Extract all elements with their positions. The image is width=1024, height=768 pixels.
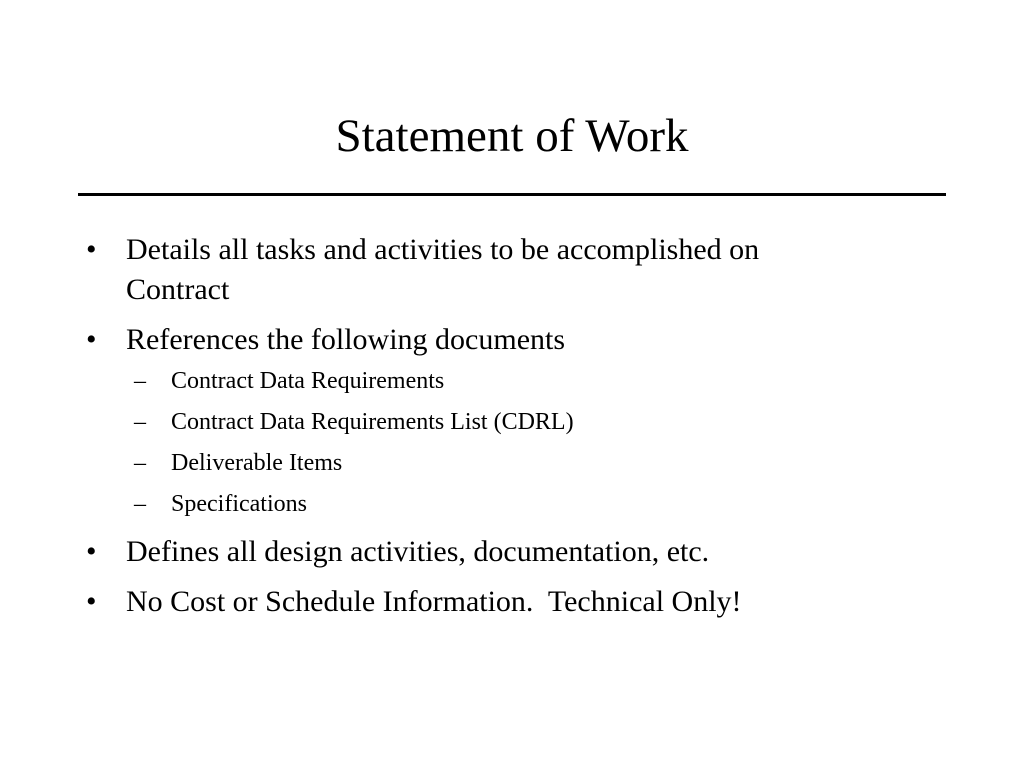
sub-bullet-text: Contract Data Requirements List (CDRL)	[171, 409, 574, 435]
sub-bullet-item	[0, 407, 1024, 437]
bullet-text: Details all tasks and activities to be accomplished on Contract	[126, 233, 760, 306]
bullet-item	[0, 320, 866, 360]
bullet-marker: •	[86, 233, 97, 266]
bullet-marker: •	[86, 323, 97, 356]
bullet-item	[0, 230, 866, 310]
sub-bullet-item	[0, 366, 1024, 396]
bullet-item	[0, 582, 866, 622]
sub-bullet-marker: –	[134, 368, 146, 394]
sub-bullet-marker: –	[134, 491, 146, 517]
sub-bullet-marker: –	[134, 409, 146, 435]
bullet-text: No Cost or Schedule Information. Technical Only!	[126, 585, 742, 618]
sub-bullet-marker: –	[134, 450, 146, 476]
bullet-marker: •	[86, 535, 97, 568]
sub-bullet-item	[0, 489, 1024, 519]
sub-bullet-text: Specifications	[171, 491, 307, 517]
sub-bullet-text: Contract Data Requirements	[171, 368, 445, 394]
title-divider	[78, 193, 946, 196]
sub-bullet-item	[0, 448, 1024, 478]
bullet-text: Defines all design activities, documentation, etc.	[126, 535, 710, 568]
bullet-marker: •	[86, 585, 97, 618]
bullet-text: References the following documents	[126, 323, 566, 356]
bullet-list	[0, 230, 1024, 622]
bullet-item	[0, 532, 866, 572]
slide-title: Statement of Work	[335, 110, 689, 162]
sub-bullet-text: Deliverable Items	[171, 450, 343, 476]
